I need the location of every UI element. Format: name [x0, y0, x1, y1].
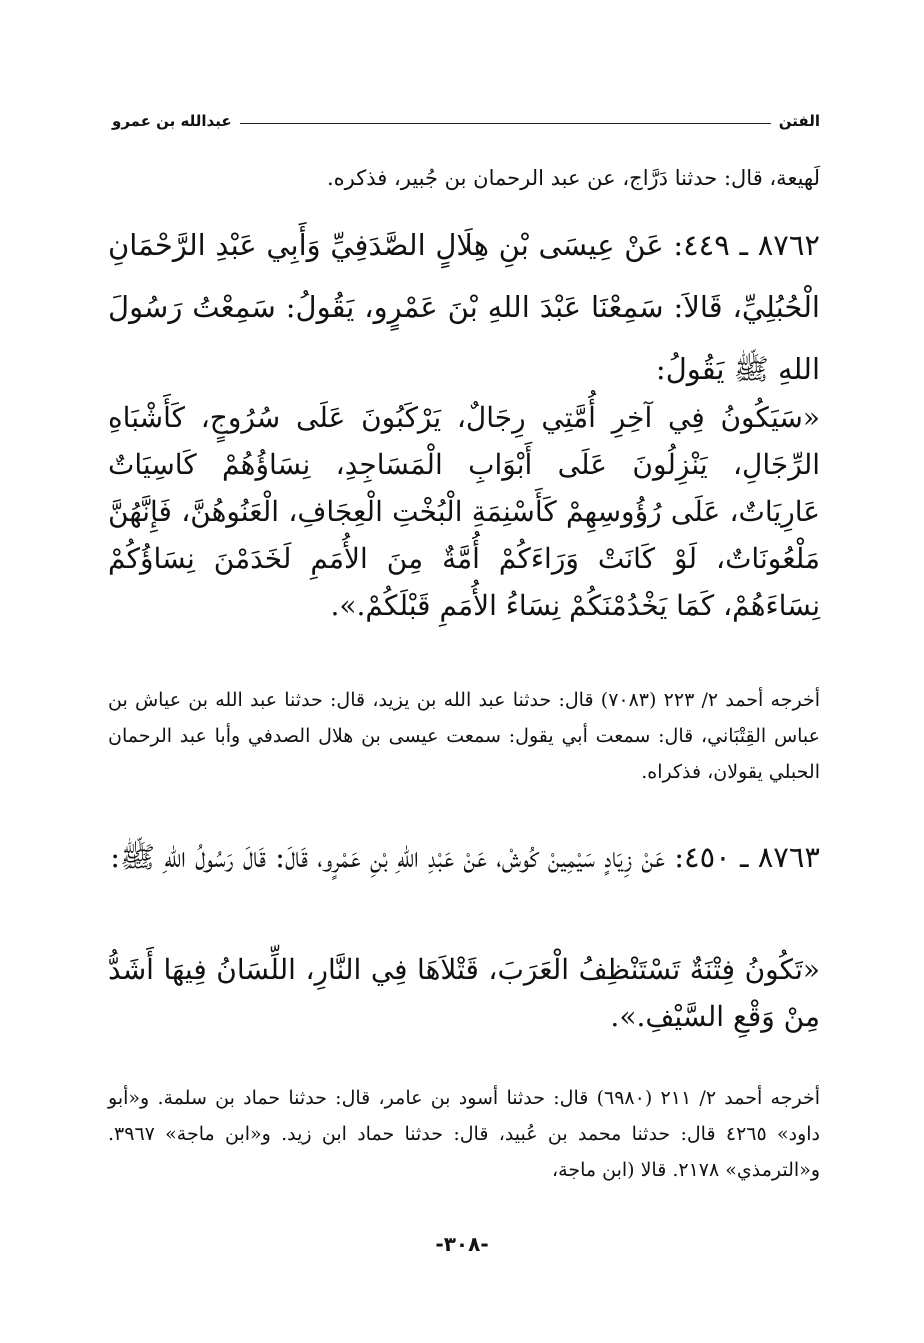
section-title: الفتن: [778, 112, 820, 130]
hadith-8763-source: أخرجه أحمد ٢/ ٢١١ (٦٩٨٠) قال: حدثنا أسود بن عامر، قال: حدثنا حماد بن سلمة. و«أبو داود» ٤٢٦٥ قال: حدثنا محمد بن عُبيد، قال: حدثنا حماد ابن زيد. و«ابن ماجة» ٣٩٦٧. و«الترمذي» ٢١٧٨. قالا (ابن ماجة،: [108, 1087, 820, 1181]
hadith-8763-head: ٨٧٦٣ ـ ٤٥٠: عَنْ زِيَادٍ سَيْمِينْ كُوشْ، عَنْ عَبْدِ اللهِ بْنِ عَمْرٍو، قَالَ: قَالَ رَسُولُ اللهِ ﷺ:: [110, 840, 820, 874]
header-rule: [240, 123, 771, 124]
narrator-name: عبدالله بن عمرو: [112, 112, 232, 130]
page-number: -٣٠٨-: [435, 1232, 489, 1256]
running-header: [112, 100, 820, 130]
continuation-paragraph: لَهيعة، قال: حدثنا دَرَّاج، عن عبد الرحمان بن جُبير، فذكره.: [326, 166, 820, 190]
hadith-8762-head: ٨٧٦٢ ـ ٤٤٩: عَنْ عِيسَى بْنِ هِلَالٍ الصَّدَفِيِّ وَأَبِي عَبْدِ الرَّحْمَانِ الْحُبُلِيِّ، قَالاَ: سَمِعْنَا عَبْدَ اللهِ بْنَ عَمْرٍو، يَقُولُ: سَمِعْتُ رَسُولَ اللهِ ﷺ يَقُولُ:: [108, 228, 820, 386]
hadith-8763-text: «تَكُونُ فِتْنَةٌ تَسْتَنْظِفُ الْعَرَبَ، قَتْلاَهَا فِي النَّارِ، اللِّسَانُ فِيهَا أَشَدُّ مِنْ وَقْعِ السَّيْفِ.».: [108, 953, 820, 1033]
hadith-8762-source: أخرجه أحمد ٢/ ٢٢٣ (٧٠٨٣) قال: حدثنا عبد الله بن يزيد، قال: حدثنا عبد الله بن عياش بن عباس القِتْبَاني، قال: سمعت أبي يقول: سمعت عيسى بن هلال الصدفي وأبا عبد الرحمان الحبلي يقولان، فذكراه.: [108, 689, 820, 783]
hadith-8762-text: «سَيَكُونُ فِي آخِرِ أُمَّتِي رِجَالٌ، يَرْكَبُونَ عَلَى سُرُوجٍ، كَأَشْبَاهِ الرِّجَالِ، يَنْزِلُونَ عَلَى أَبْوَابِ الْمَسَاجِدِ، نِسَاؤُهُمْ كَاسِيَاتٌ عَارِيَاتٌ، عَلَى رُؤُوسِهِمْ كَأَسْنِمَةِ الْبُخْتِ الْعِجَافِ، الْعَنُوهُنَّ، فَإِنَّهُنَّ مَلْعُونَاتٌ، لَوْ كَانَتْ وَرَاءَكُمْ أُمَّةٌ مِنَ الأُمَمِ لَخَدَمْنَ نِسَاؤُكُمْ نِسَاءَهُمْ، كَمَا يَخْدُمْنَكُمْ نِسَاءُ الأُمَمِ قَبْلَكُمْ.».: [108, 401, 820, 622]
